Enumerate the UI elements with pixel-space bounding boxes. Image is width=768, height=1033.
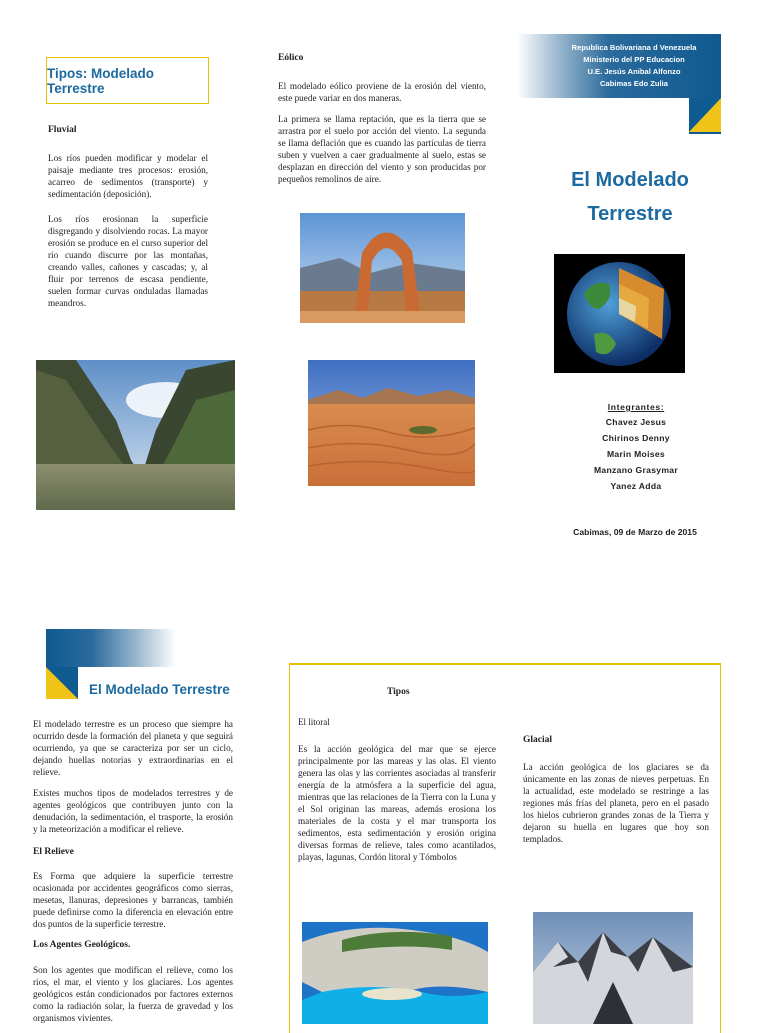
- litoral-paragraph: Es la acción geológica del mar que se ejerce principalmente por las mareas y las olas. El viento genera las olas y las corrientes asociadas al transferir energía de la atmósfera a la superficie del agua, mientras que las relaciones de la Tierra con la Luna y el Sol originan las mareas, además erosiona los materiales de la costa y el mar transporta los sedimentos, esta sedimentación y erosión origina diversas formas de relieve, tales como acantilados, playas, lagunas, Cordón litoral y Tómbolos: [298, 744, 496, 862]
- snowy-mountain-photo: [533, 912, 693, 1024]
- cover-title: [555, 163, 705, 231]
- earth-layers-image: [554, 254, 685, 373]
- fluvial-paragraph-1: Los ríos pueden modificar y modelar el paisaje mediante tres procesos: erosión, acarreo de sedimentos (transporte) y sedimentación (deposición).: [48, 153, 208, 199]
- header-institution-text: [547, 42, 721, 90]
- glacial-paragraph: La acción geológica de los glaciares se da únicamente en las zonas de nieves perpetuas. En la actualidad, este modelado se restringe a las regiones más frías del planeta, pero en el pasado los hielos cubrieron grandes zonas de la Tierra y dejaron su huella en lugares que hoy son templados.: [523, 762, 709, 844]
- panel1-title: Tipos: Modelado Terrestre: [47, 65, 154, 96]
- panel1-title-box: [46, 57, 209, 104]
- members-list: [555, 414, 717, 494]
- member-2: Chirinos Denny: [602, 433, 670, 443]
- agentes-heading: Los Agentes Geológicos.: [33, 940, 131, 950]
- eolico-paragraph-1: El modelado eólico proviene de la erosión del viento, este puede variar en dos maneras.: [278, 81, 486, 103]
- integrantes-heading: Integrantes:: [607, 402, 665, 412]
- fluvial-heading: Fluvial: [48, 125, 77, 135]
- agentes-paragraph: Son los agentes que modifican el relieve, como los ríos, el mar, el viento y los glaciares. Los agentes geológicos están condicionados por factores externos como la radiación solar, la fuerza de gravedad y los organismos vivientes.: [33, 965, 233, 1023]
- relieve-paragraph: Es Forma que adquiere la superficie terrestre ocasionada por accidentes geográficos como sierras, mesetas, llanuras, depresiones y barrancas, también puede definirse como la diferencia en elevación entre dos puntos de la superficie terrestre.: [33, 871, 233, 929]
- glacial-heading: Glacial: [523, 735, 553, 745]
- cover-header-band: [517, 34, 721, 134]
- fluvial-paragraph-2: Los ríos erosionan la superficie disgregando y disolviendo rocas. La mayor erosión se produce en el curso superior del río cuando discurre por las montañas, creando valles, cañones y cascadas; y, al fluir por terrenos de escasa pendiente, suelen formar curvas onduladas llamadas meandros.: [48, 214, 208, 308]
- desert-dunes-photo: [308, 360, 475, 486]
- cover-title-line-2: Terrestre: [587, 203, 673, 225]
- member-1: Chavez Jesus: [605, 417, 667, 427]
- eolico-paragraph-2: La primera se llama reptación, que es la tierra que se arrastra por el suelo por acción del viento. La segunda se llama deflación que es cuando las partículas de tierra suben y vuelven a caer gradualmente al suelo, estas se desplazan en dirección del viento y son producidas por pequeños remolinos de aire.: [278, 114, 486, 184]
- panel4-title: El Modelado Terrestre: [89, 682, 230, 697]
- panel4-yellow-triangle: [46, 667, 78, 699]
- member-5: Yanez Adda: [610, 481, 662, 491]
- tipos-heading: Tipos: [387, 687, 410, 697]
- member-3: Marin Moises: [606, 449, 666, 459]
- relieve-heading: El Relieve: [33, 847, 74, 857]
- header-line-1: Republica Bolivariana d Venezuela: [571, 43, 697, 52]
- cover-title-line-1: El Modelado: [571, 169, 689, 191]
- canyon-river-photo: [36, 360, 235, 510]
- header-line-3: U.E. Jesús Anibal Alfonzo: [587, 67, 681, 76]
- intro-paragraph-1: El modelado terrestre es un proceso que siempre ha ocurrido desde la formación del planeta y que seguirá ocurriendo, ya que se caracteriza por ser un ciclo, dejando huellas notorias y extraordinarias en el relieve.: [33, 719, 233, 777]
- header-line-2: Ministerio del PP Educacion: [583, 55, 685, 64]
- member-4: Manzano Grasymar: [593, 465, 679, 475]
- arch-rock-photo: [300, 213, 465, 323]
- cover-date: Cabimas, 09 de Marzo de 2015: [573, 527, 697, 537]
- panel4-gradient-band: [46, 629, 176, 667]
- header-yellow-triangle: [689, 98, 721, 132]
- coastal-cliff-photo: [302, 922, 488, 1024]
- eolico-heading: Eólico: [278, 53, 304, 63]
- litoral-heading: El litoral: [298, 717, 330, 727]
- intro-paragraph-2: Existes muchos tipos de modelados terrestres y de agentes geológicos que contribuyen junto con la denudación, la sedimentación, el trasporte, la erosión y la meteorización a modificar el relieve.: [33, 788, 233, 834]
- header-line-4: Cabimas Edo Zulia: [600, 79, 668, 88]
